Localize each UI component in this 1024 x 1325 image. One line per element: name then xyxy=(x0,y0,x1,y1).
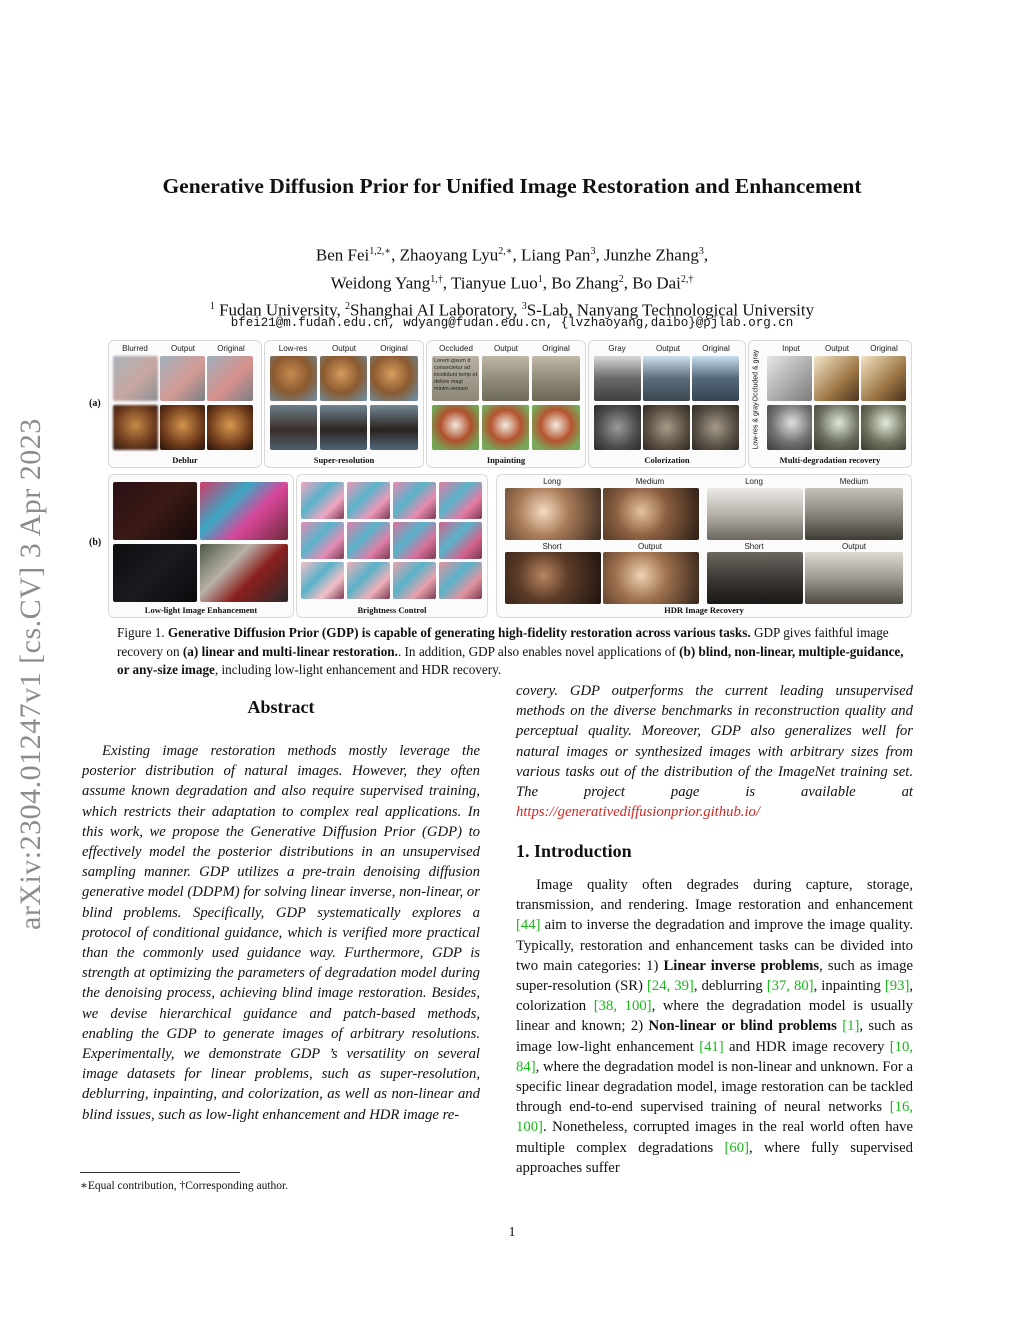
panel-title: Inpainting xyxy=(486,455,526,465)
panel-brightness-control xyxy=(296,474,488,618)
image-hdr-short-1 xyxy=(505,552,601,604)
citation-link[interactable]: [93] xyxy=(884,978,910,995)
intro-text: Image quality often degrades during capture, storage, transmission, and rendering. Image restoration and enhancement xyxy=(516,877,913,914)
intro-text: , inpainting xyxy=(813,978,881,995)
occlusion-text: Lorem ipsum d consectetur ad incididunt temp et dolore magi minim veniam xyxy=(434,358,478,392)
panel-multi-degradation xyxy=(748,340,912,468)
citation-link[interactable]: [24, 39] xyxy=(646,978,694,995)
affiliation: S-Lab, Nanyang Technological University xyxy=(526,300,815,320)
intro-bold: Non-linear or blind problems xyxy=(648,1018,837,1035)
author: Zhaoyang Lyu xyxy=(399,245,499,265)
project-page-link[interactable]: https://generativediffusionprior.github.io/ xyxy=(516,804,760,821)
intro-text: aim to inverse the degradation and improve the image quality. Typically, restoration and enhancement tasks can be divided into two main categories: 1) xyxy=(516,917,913,974)
brightness-thumbnail xyxy=(301,482,344,519)
image-output-bird xyxy=(814,405,859,450)
image-input-box xyxy=(767,356,812,401)
col-label: Original xyxy=(380,344,408,353)
col-label: Original xyxy=(870,344,898,353)
footnote: ∗Equal contribution, †Corresponding author. xyxy=(80,1180,289,1192)
intro-text: , such as image super-resolution (SR) xyxy=(516,957,914,995)
hdr-label: Long xyxy=(543,477,561,486)
brightness-thumbnail xyxy=(393,482,436,519)
image-lowres-dog xyxy=(270,356,317,401)
panel-title: Multi-degradation recovery xyxy=(779,455,881,465)
image-lowlight-input-2 xyxy=(113,544,197,602)
image-original-swan xyxy=(370,405,418,450)
panel-title: Low-light Image Enhancement xyxy=(144,605,258,615)
image-original-dog xyxy=(370,356,418,401)
image-original-scene xyxy=(692,356,739,401)
brightness-thumbnail xyxy=(439,522,482,559)
arxiv-stamp xyxy=(6,370,66,930)
author-sup: 1 xyxy=(537,273,543,285)
col-label: Original xyxy=(702,344,730,353)
author: Tianyue Luo xyxy=(450,273,538,293)
brightness-thumbnail xyxy=(439,482,482,519)
author-sup: 1,2,∗ xyxy=(369,246,392,257)
author-sup: 2 xyxy=(618,273,624,285)
intro-text: , where the degradation model is non-linear and unknown. For a specific linear degradation model, image restoration can be tackled through end-to-end supervised training of neural networks xyxy=(516,1058,913,1116)
author-sup: 3 xyxy=(698,246,704,257)
author: Ben Fei xyxy=(315,245,370,265)
intro-heading: 1. Introduction xyxy=(516,841,632,861)
col-label: Low-res xyxy=(278,344,308,353)
image-input-bird xyxy=(767,405,812,450)
col-label: Output xyxy=(824,344,849,353)
image-output-puppy xyxy=(482,405,529,450)
panel-low-light xyxy=(108,474,294,618)
brightness-thumbnail xyxy=(393,522,436,559)
intro-text: , deblurring xyxy=(693,978,763,995)
caption-text: GDP gives faithful image recovery on xyxy=(117,625,889,659)
image-original-bird xyxy=(207,356,253,401)
citation-link[interactable]: [60] xyxy=(724,1139,749,1156)
panel-deblur xyxy=(108,340,262,468)
citation-link[interactable]: [37, 80] xyxy=(766,978,814,995)
hdr-label: Medium xyxy=(635,477,665,486)
row-label-a: (a) xyxy=(89,398,101,409)
brightness-thumbnail xyxy=(347,482,390,519)
brightness-thumbnail xyxy=(347,562,390,599)
image-original-lion xyxy=(207,405,253,450)
page-number: 1 xyxy=(508,1225,516,1240)
panel-inpainting xyxy=(426,340,586,468)
caption-text: , including low-light enhancement and HDR recovery. xyxy=(214,662,502,677)
author-line-1: Ben Fei$^{1,2,∗}$, Zhaoyang Lyu$^{2,∗}$, Liang Pan$^3$, Junzhe Zhang$^3$, xyxy=(315,245,709,265)
image-original-box xyxy=(861,356,906,401)
image-lowlight-output-1 xyxy=(200,482,288,540)
brightness-thumbnail xyxy=(347,522,390,559)
image-original-puppy xyxy=(532,405,580,450)
image-hdr-long-1 xyxy=(505,488,601,540)
abstract-continued xyxy=(516,681,913,822)
intro-text: , colorization xyxy=(516,978,914,1015)
image-gray-scene xyxy=(594,356,641,401)
image-blurred-bird xyxy=(113,356,158,401)
hdr-label: Medium xyxy=(839,477,869,486)
col-label: Output xyxy=(493,344,518,353)
image-output-swan xyxy=(320,405,367,450)
col-label: Gray xyxy=(608,344,626,353)
row-label-b: (b) xyxy=(89,537,102,548)
col-label: Occluded xyxy=(439,344,473,353)
col-label: Output xyxy=(331,344,356,353)
author: Weidong Yang xyxy=(330,273,431,293)
author-sup: 1,† xyxy=(430,273,443,285)
image-hdr-long-2 xyxy=(707,488,803,540)
aff-sup: 3 xyxy=(521,301,527,313)
citation-link[interactable]: [16, 100] xyxy=(516,1099,913,1136)
image-hdr-output-1 xyxy=(603,552,699,604)
panel-title: HDR Image Recovery xyxy=(664,605,744,615)
panel-title: Colorization xyxy=(644,455,690,465)
author-line-2: Weidong Yang$^{1,\dagger}$, Tianyue Luo$^1$, Bo Zhang$^2$, Bo Dai$^{2,\dagger}$ xyxy=(330,273,694,293)
caption-lead: Figure 1. xyxy=(117,625,165,640)
brightness-thumbnail xyxy=(393,562,436,599)
caption-text: . In addition, GDP also enables novel applications of xyxy=(397,643,676,659)
image-hdr-medium-1 xyxy=(603,488,699,540)
hdr-label: Long xyxy=(745,477,763,486)
image-hdr-output-2 xyxy=(805,552,903,604)
panel-hdr xyxy=(496,474,912,618)
panel-super-resolution xyxy=(264,340,424,468)
author-sup: 2,∗ xyxy=(498,246,513,257)
brightness-thumbnail xyxy=(301,562,344,599)
author: Bo Zhang xyxy=(551,273,619,293)
image-gray-cat xyxy=(594,405,641,450)
intro-text: , where fully supervised approaches suffer xyxy=(516,1139,914,1176)
hdr-label: Output xyxy=(637,542,662,551)
image-original-bird xyxy=(532,356,580,401)
aff-sup: 2 xyxy=(345,301,351,313)
col-label: Output xyxy=(655,344,680,353)
brightness-thumbnail xyxy=(301,522,344,559)
intro-text: , such as image low-light enhancement xyxy=(516,1018,913,1055)
author: Junzhe Zhang xyxy=(603,245,699,265)
hdr-label: Short xyxy=(542,542,562,551)
figure-caption xyxy=(117,624,913,680)
affiliation: Fudan University, xyxy=(219,300,341,320)
image-hdr-medium-2 xyxy=(805,488,903,540)
col-label: Input xyxy=(782,344,800,353)
author: Liang Pan xyxy=(521,245,591,265)
citation-link[interactable]: [38, 100] xyxy=(593,998,652,1015)
intro-text: , where the degradation model is usually linear and known; 2) xyxy=(516,998,914,1035)
author-sup: 2,† xyxy=(680,273,694,285)
image-lowres-swan xyxy=(270,405,317,450)
intro-bold: Linear inverse problems xyxy=(663,957,820,974)
image-output-bird xyxy=(482,356,529,401)
image-output-scene xyxy=(643,356,690,401)
image-lowlight-output-2 xyxy=(200,544,288,602)
abstract-text: covery. GDP outperforms the current leading unsupervised methods on the diverse benchmarks in reconstruction quality and perceptual quality. Moreover, GDP also generalizes well for natural images or synthesized images with arbitrary sizes from various tasks out of the distribution of the ImageNet training set. The project page is available at xyxy=(516,683,913,801)
arxiv-id: arXiv:2304.01247v1 [cs.CV] 3 Apr 2023 xyxy=(14,418,47,930)
abstract-body: Existing image restoration methods mostly leverage the posterior distribution of natural images. However, they often assume known degradation and also require supervised training, which restricts their adaptation to complex real applications. In this work, we propose the Generative Diffusion Prior (GDP) to effectively model the posterior distributions in an unsupervised sampling manner. GDP utilizes a pre-train denoising diffusion generative model (DDPM) for solving linear inverse, non-linear, or blind problems. Specifically, GDP systematically explores a protocol of conditional guidance, which is verified more practical than the commonly used guidance way. Furthermore, GDP is strength at optimizing the parameters of degradation model during the denoising process, achieving blind image restoration. Besides, we devise hierarchical guidance and patch-based methods, enabling the GDP to generate images of arbitrary resolutions. Experimentally, we demonstrate GDP ’s versatility on several image datasets for linear problems, such as super-resolution, deblurring, inpainting, and colorization, as well as non-linear and blind issues, such as low-light enhancement and HDR image re- xyxy=(82,743,480,1123)
author: Bo Dai xyxy=(632,273,681,293)
panel-colorization xyxy=(588,340,746,468)
col-label: Original xyxy=(217,344,245,353)
caption-bold: Generative Diffusion Prior (GDP) is capable of generating high-fidelity restoration across various tasks. xyxy=(167,625,751,640)
image-output-cat xyxy=(643,405,690,450)
panel-title: Brightness Control xyxy=(357,605,427,615)
author-sup: 3 xyxy=(590,246,596,257)
image-output-dog xyxy=(320,356,367,401)
col-label: Output xyxy=(170,344,195,353)
image-output-box xyxy=(814,356,859,401)
intro-text: . Nonetheless, corrupted images in the real world often have multiple complex degradations xyxy=(516,1119,913,1156)
col-label: Original xyxy=(542,344,570,353)
image-lowlight-input-1 xyxy=(113,482,197,540)
side-label: Low-res & gray xyxy=(752,402,760,450)
col-label: Blurred xyxy=(122,344,148,353)
aff-sup: 1 xyxy=(209,301,215,313)
hdr-label: Short xyxy=(744,542,764,551)
intro-paragraph xyxy=(516,875,913,1178)
caption-bold: (b) blind, non-linear, multiple-guidance, or any-size image xyxy=(117,643,904,677)
caption-bold: (a) linear and multi-linear restoration. xyxy=(182,643,398,659)
paper-title: Generative Diffusion Prior for Unified Image Restoration and Enhancement xyxy=(162,174,862,198)
abstract-heading: Abstract xyxy=(247,697,315,717)
brightness-thumbnail xyxy=(439,562,482,599)
hdr-label: Output xyxy=(841,542,866,551)
image-original-bird xyxy=(861,405,906,450)
author-block xyxy=(80,240,944,323)
author-emails: bfei21@m.fudan.edu.cn, wdyang@fudan.edu.cn, {lvzhaoyang,daibo}@pjlab.org.cn xyxy=(230,316,794,330)
panel-title: Deblur xyxy=(172,455,198,465)
abstract-heading-wrap xyxy=(82,697,480,719)
intro-text: and HDR image recovery xyxy=(729,1038,885,1055)
image-blurred-lion xyxy=(113,405,158,450)
image-hdr-short-2 xyxy=(707,552,803,604)
citation-link[interactable]: [1] xyxy=(842,1018,860,1035)
footnote-rule xyxy=(80,1172,240,1173)
image-occluded-bird xyxy=(432,356,479,401)
image-output-bird xyxy=(160,356,205,401)
image-original-cat xyxy=(692,405,739,450)
affiliation: Shanghai AI Laboratory, xyxy=(350,300,518,320)
image-occluded-puppy xyxy=(432,405,479,450)
image-output-lion xyxy=(160,405,205,450)
citation-link[interactable]: [10, 84] xyxy=(516,1038,914,1075)
panel-title: Super-resolution xyxy=(313,455,375,465)
citation-link[interactable]: [44] xyxy=(516,917,541,934)
side-label: Occluded & gray xyxy=(752,349,760,402)
citation-link[interactable]: [41] xyxy=(699,1038,724,1055)
intro-heading-wrap xyxy=(516,841,913,863)
